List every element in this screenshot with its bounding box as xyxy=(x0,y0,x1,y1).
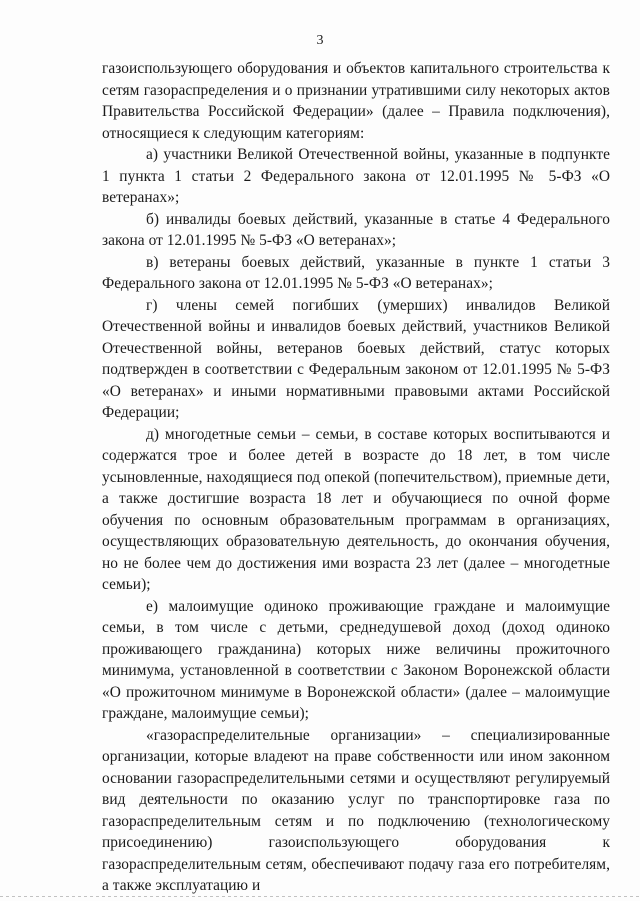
paragraph-item-v: в) ветераны боевых действий, указанные в пункте 1 статьи 3 Федерального закона от 12.01.1995 № 5-ФЗ «О ветеранах»; xyxy=(102,253,610,292)
paragraph-item-a: а) участники Великой Отечественной войны, указанные в подпункте 1 пункта 1 статьи 2 Федерального закона от 12.01.1995 № 5-ФЗ «О ветеранах»; xyxy=(102,146,610,206)
page-number: 3 xyxy=(316,33,324,48)
paragraph-definition: «газораспределительные организации» – специализированные организации, которые владеют на праве собственности или ином законном основании газораспределительными сетями и осуществляют регулируемый вид деятельности по оказанию услуг по транспортировке газа по газораспределительным сетям и по подключению (технологическому присоединению) газоиспользующего оборудования к газораспределительным сетям, обеспечивают подачу газа его потребителям, а также эксплуатацию и xyxy=(102,726,610,894)
paragraph-item-g: г) члены семей погибших (умерших) инвалидов Великой Отечественной войны и инвалидов боевых действий, участников Великой Отечественной войны, ветеранов боевых действий, статус которых подтвержден в соответствии с Федеральным законом от 12.01.1995 № 5-ФЗ «О ветеранах» и иными нормативными правовыми актами Российской Федерации; xyxy=(102,296,610,421)
paragraph-item-b: б) инвалиды боевых действий, указанные в статье 4 Федерального закона от 12.01.1995 № 5-ФЗ «О ветеранах»; xyxy=(102,210,610,249)
paragraph-item-e: е) малоимущие одиноко проживающие граждане и малоимущие семьи, в том числе с детьми, среднедушевой доход (доход одиноко проживающего гражданина) которых ниже величины прожиточного минимума, установленной в соответствии с Законом Воронежской области «О прожиточном минимуме в Воронежской области» (далее – малоимущие граждане, малоимущие семьи); xyxy=(102,597,610,722)
scan-edge-line xyxy=(0,896,640,897)
document-body xyxy=(102,58,610,897)
paragraph-item-d: д) многодетные семьи – семьи, в составе которых воспитываются и содержатся трое и более детей в возрасте до 18 лет, в том числе усыновленные, находящиеся под опекой (попечительством), приемные дети, а также достигшие возраста 18 лет и обучающиеся по очной форме обучения по основным образовательным программам в организациях, осуществляющих образовательную деятельность, до окончания обучения, но не более чем до достижения ими возраста 23 лет (далее – многодетные семьи); xyxy=(102,425,610,593)
paragraph-continuation: газоиспользующего оборудования и объектов капитального строительства к сетям газораспределения и о признании утратившими силу некоторых актов Правительства Российской Федерации» (далее – Правила подключения), относящиеся к следующим категориям: xyxy=(102,60,610,142)
